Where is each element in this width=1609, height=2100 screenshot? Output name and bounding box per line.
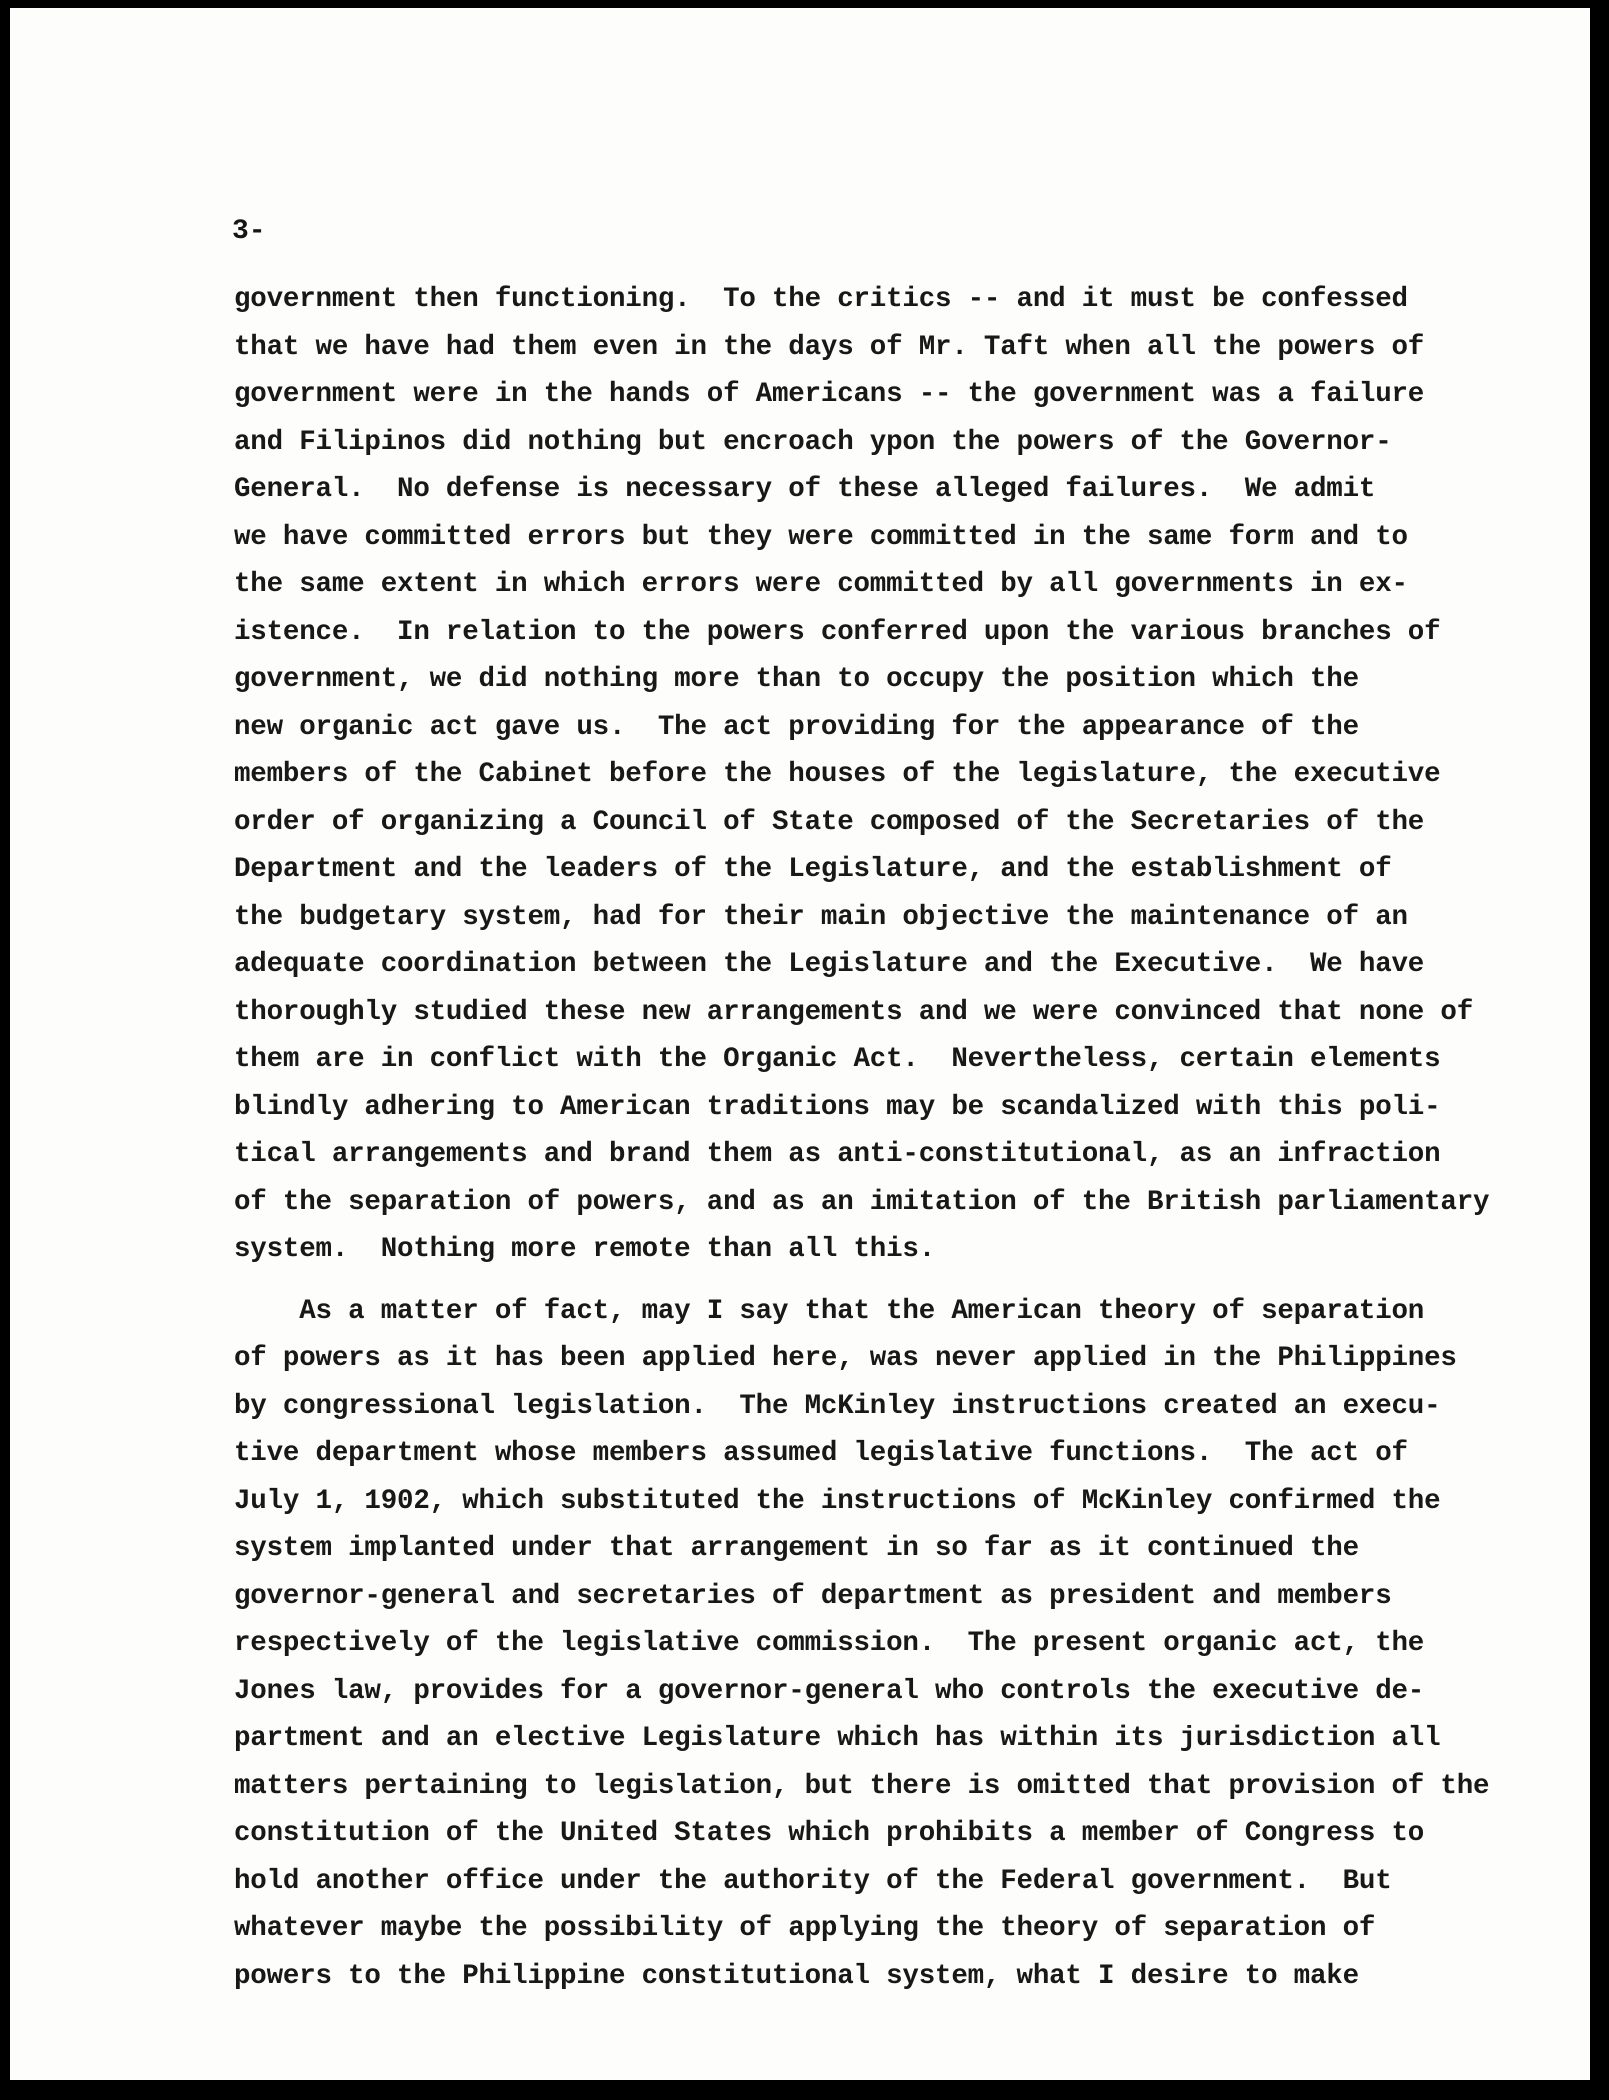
text-line: new organic act gave us. The act providing for the appearance of the bbox=[234, 711, 1359, 743]
text-line: partment and an elective Legislature which has within its jurisdiction all bbox=[234, 1723, 1441, 1754]
text-line: government were in the hands of Americans -- the government was a failure bbox=[234, 379, 1425, 410]
text-line: istence. In relation to the powers conferred upon the various branches of bbox=[234, 616, 1441, 648]
text-line: we have committed errors but they were committed in the same form and to bbox=[234, 521, 1408, 553]
text-line: of powers as it has been applied here, was never applied in the Philippines bbox=[234, 1343, 1457, 1374]
paragraph-spacer bbox=[234, 1274, 1534, 1288]
text-line: whatever maybe the possibility of applying the theory of separation of bbox=[234, 1913, 1376, 1944]
text-line: and Filipinos did nothing but encroach ypon the powers of the Governor- bbox=[234, 426, 1392, 458]
text-line: As a matter of fact, may I say that the American theory of separation bbox=[234, 1295, 1425, 1327]
text-line: tive department whose members assumed legislative functions. The act of bbox=[234, 1438, 1408, 1469]
paragraph-2 bbox=[234, 1288, 1534, 2001]
text-line: respectively of the legislative commission. The present organic act, the bbox=[234, 1628, 1425, 1659]
text-line: blindly adhering to American traditions may be scandalized with this poli- bbox=[234, 1091, 1441, 1123]
text-line: thoroughly studied these new arrangements and we were convinced that none of bbox=[234, 996, 1474, 1028]
paragraph-1 bbox=[234, 276, 1534, 1274]
text-line: powers to the Philippine constitutional system, what I desire to make bbox=[234, 1960, 1359, 1992]
text-line: of the separation of powers, and as an imitation of the British parliamentary bbox=[234, 1186, 1490, 1218]
text-line: governor-general and secretaries of department as president and members bbox=[234, 1580, 1392, 1612]
text-line: them are in conflict with the Organic Act. Nevertheless, certain elements bbox=[234, 1044, 1441, 1075]
text-line: members of the Cabinet before the houses of the legislature, the executive bbox=[234, 759, 1441, 790]
page-number: 3- bbox=[232, 216, 266, 247]
text-line: tical arrangements and brand them as anti-constitutional, as an infraction bbox=[234, 1139, 1441, 1170]
text-line: government then functioning. To the critics -- and it must be confessed bbox=[234, 284, 1408, 315]
text-line: system implanted under that arrangement in so far as it continued the bbox=[234, 1533, 1359, 1564]
text-line: adequate coordination between the Legislature and the Executive. We have bbox=[234, 949, 1425, 980]
text-line: the budgetary system, had for their main objective the maintenance of an bbox=[234, 901, 1408, 933]
text-line: order of organizing a Council of State composed of the Secretaries of the bbox=[234, 806, 1425, 838]
text-line: that we have had them even in the days of Mr. Taft when all the powers of bbox=[234, 331, 1425, 363]
text-line: government, we did nothing more than to occupy the position which the bbox=[234, 664, 1359, 695]
text-line: by congressional legislation. The McKinley instructions created an execu- bbox=[234, 1390, 1441, 1422]
text-line: Jones law, provides for a governor-general who controls the executive de- bbox=[234, 1675, 1425, 1707]
text-line: the same extent in which errors were committed by all governments in ex- bbox=[234, 569, 1408, 600]
text-line: General. No defense is necessary of these alleged failures. We admit bbox=[234, 474, 1376, 505]
text-line: system. Nothing more remote than all this. bbox=[234, 1234, 936, 1265]
text-line: constitution of the United States which prohibits a member of Congress to bbox=[234, 1818, 1425, 1849]
document-page bbox=[10, 8, 1590, 2080]
body-text bbox=[234, 276, 1534, 2000]
text-line: hold another office under the authority of the Federal government. But bbox=[234, 1865, 1392, 1897]
text-line: Department and the leaders of the Legislature, and the establishment of bbox=[234, 854, 1392, 885]
text-line: matters pertaining to legislation, but there is omitted that provision of the bbox=[234, 1770, 1490, 1802]
text-line: July 1, 1902, which substituted the instructions of McKinley confirmed the bbox=[234, 1485, 1441, 1517]
